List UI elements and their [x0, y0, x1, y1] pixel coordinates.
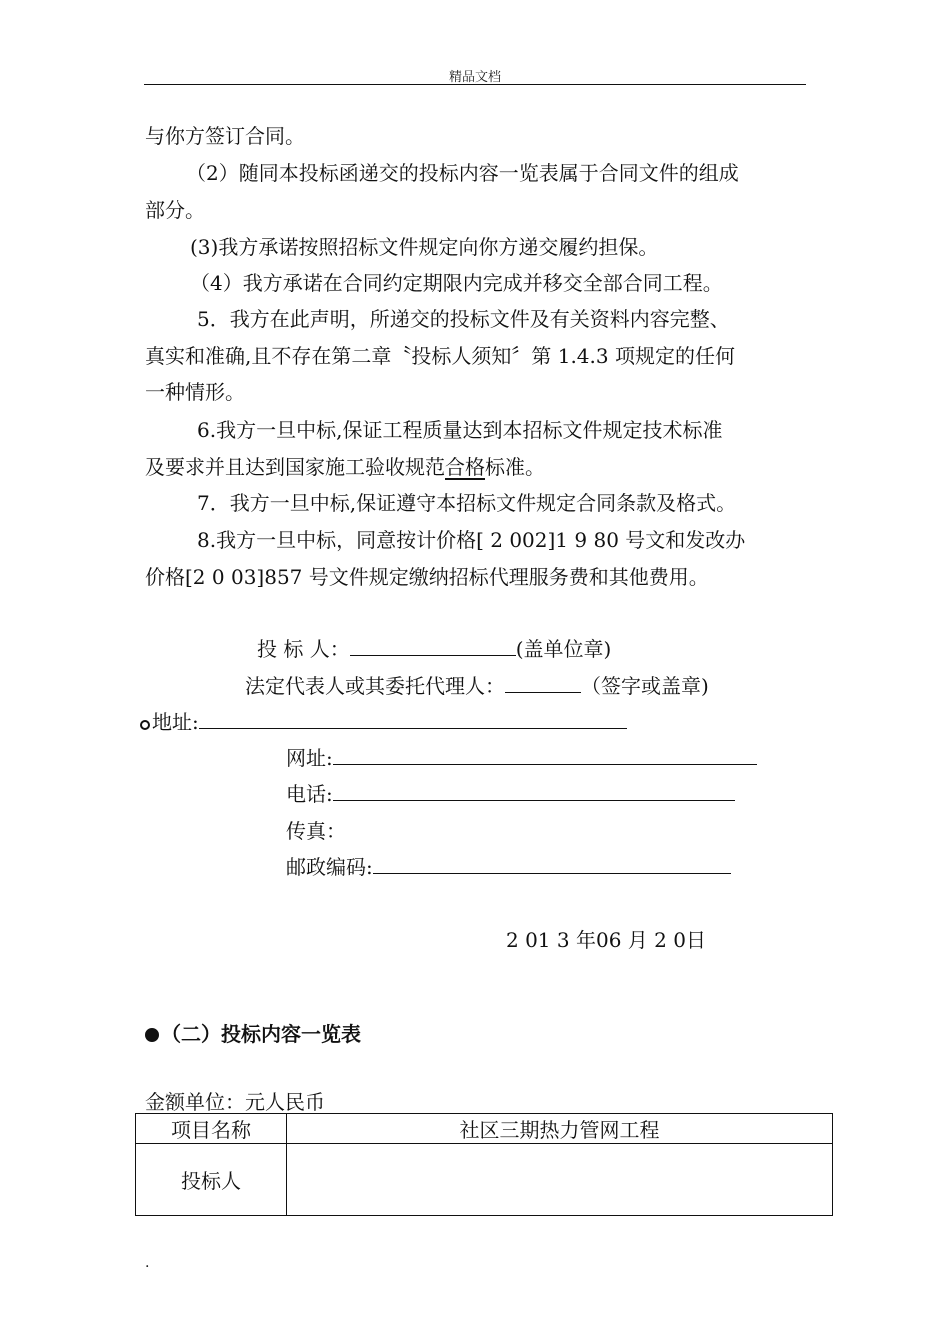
bidder-blank[interactable] — [350, 635, 516, 656]
fax-label: 传真： — [286, 819, 346, 843]
postcode-label: 邮政编码: — [286, 855, 373, 879]
amount-unit: 金额单位：元人民币 — [145, 1092, 325, 1114]
underlined-term: 合格 — [445, 455, 485, 479]
body-line: 8.我方一旦中标，同意按计价格[ 2 002]1 9 80 号文和发改办 — [197, 528, 746, 552]
postcode-line — [286, 849, 731, 885]
line-text-after: 标准。 — [485, 455, 545, 479]
signing-date: 2 01 3 年06 月 2 0日 — [506, 928, 706, 952]
bidder-note: (盖单位章) — [515, 637, 612, 661]
body-line: 真实和准确,且不存在第二章〝投标人须知〞第 1.4.3 项规定的任何 — [145, 344, 735, 368]
table-cell-label: 投标人 — [136, 1144, 287, 1216]
fax-line — [286, 813, 346, 849]
body-line: 价格[2 0 03]857 号文件规定缴纳招标代理服务费和其他费用。 — [145, 565, 709, 589]
phone-line — [286, 776, 735, 812]
table-cell-value[interactable] — [287, 1144, 833, 1216]
website-blank[interactable] — [333, 744, 757, 765]
representative-label: 法定代表人或其委托代理人： — [245, 674, 505, 698]
list-bullet-icon — [145, 1028, 159, 1042]
phone-label: 电话: — [286, 782, 333, 806]
website-line — [286, 740, 757, 776]
phone-blank[interactable] — [333, 780, 735, 801]
table-cell-value: 社区三期热力管网工程 — [287, 1114, 833, 1144]
address-line — [140, 704, 627, 740]
representative-blank[interactable] — [505, 672, 581, 693]
body-line: 一种情形。 — [145, 380, 245, 404]
body-line: 5．我方在此声明，所递交的投标文件及有关资料内容完整、 — [197, 307, 730, 331]
body-line: 7．我方一旦中标,保证遵守本招标文件规定合同条款及格式。 — [197, 491, 737, 515]
body-line: 与你方签订合同。 — [145, 124, 305, 148]
body-line: 部分。 — [145, 198, 205, 222]
body-line: （2）随同本投标函递交的投标内容一览表属于合同文件的组成 — [186, 161, 739, 185]
bullet-mark-icon — [140, 720, 150, 730]
page-header: 精品文档 — [448, 70, 501, 85]
representative-line — [245, 668, 709, 704]
section-heading — [145, 1018, 361, 1047]
bid-summary-table — [135, 1113, 833, 1216]
body-line: （4）我方承诺在合同约定期限内完成并移交全部合同工程。 — [190, 271, 723, 295]
line-text-before: 及要求并且达到国家施工验收规范 — [145, 455, 445, 479]
footer-mark: . — [145, 1255, 150, 1271]
website-label: 网址: — [286, 746, 333, 770]
section-title: （二）投标内容一览表 — [161, 1022, 361, 1046]
postcode-blank[interactable] — [373, 853, 731, 874]
address-blank[interactable] — [199, 708, 627, 729]
bidder-line — [257, 631, 611, 667]
body-line: (3)我方承诺按照招标文件规定向你方递交履约担保。 — [190, 235, 659, 259]
body-line: 6.我方一旦中标,保证工程质量达到本招标文件规定技术标准 — [197, 418, 723, 442]
address-label: 地址: — [152, 710, 199, 734]
header-rule — [144, 84, 806, 85]
representative-note: （签字或盖章) — [581, 674, 709, 698]
table-row — [136, 1114, 833, 1144]
table-row — [136, 1144, 833, 1216]
bidder-label: 投 标 人： — [257, 637, 350, 661]
table-cell-label: 项目名称 — [136, 1114, 287, 1144]
body-line-with-underline — [145, 449, 545, 485]
